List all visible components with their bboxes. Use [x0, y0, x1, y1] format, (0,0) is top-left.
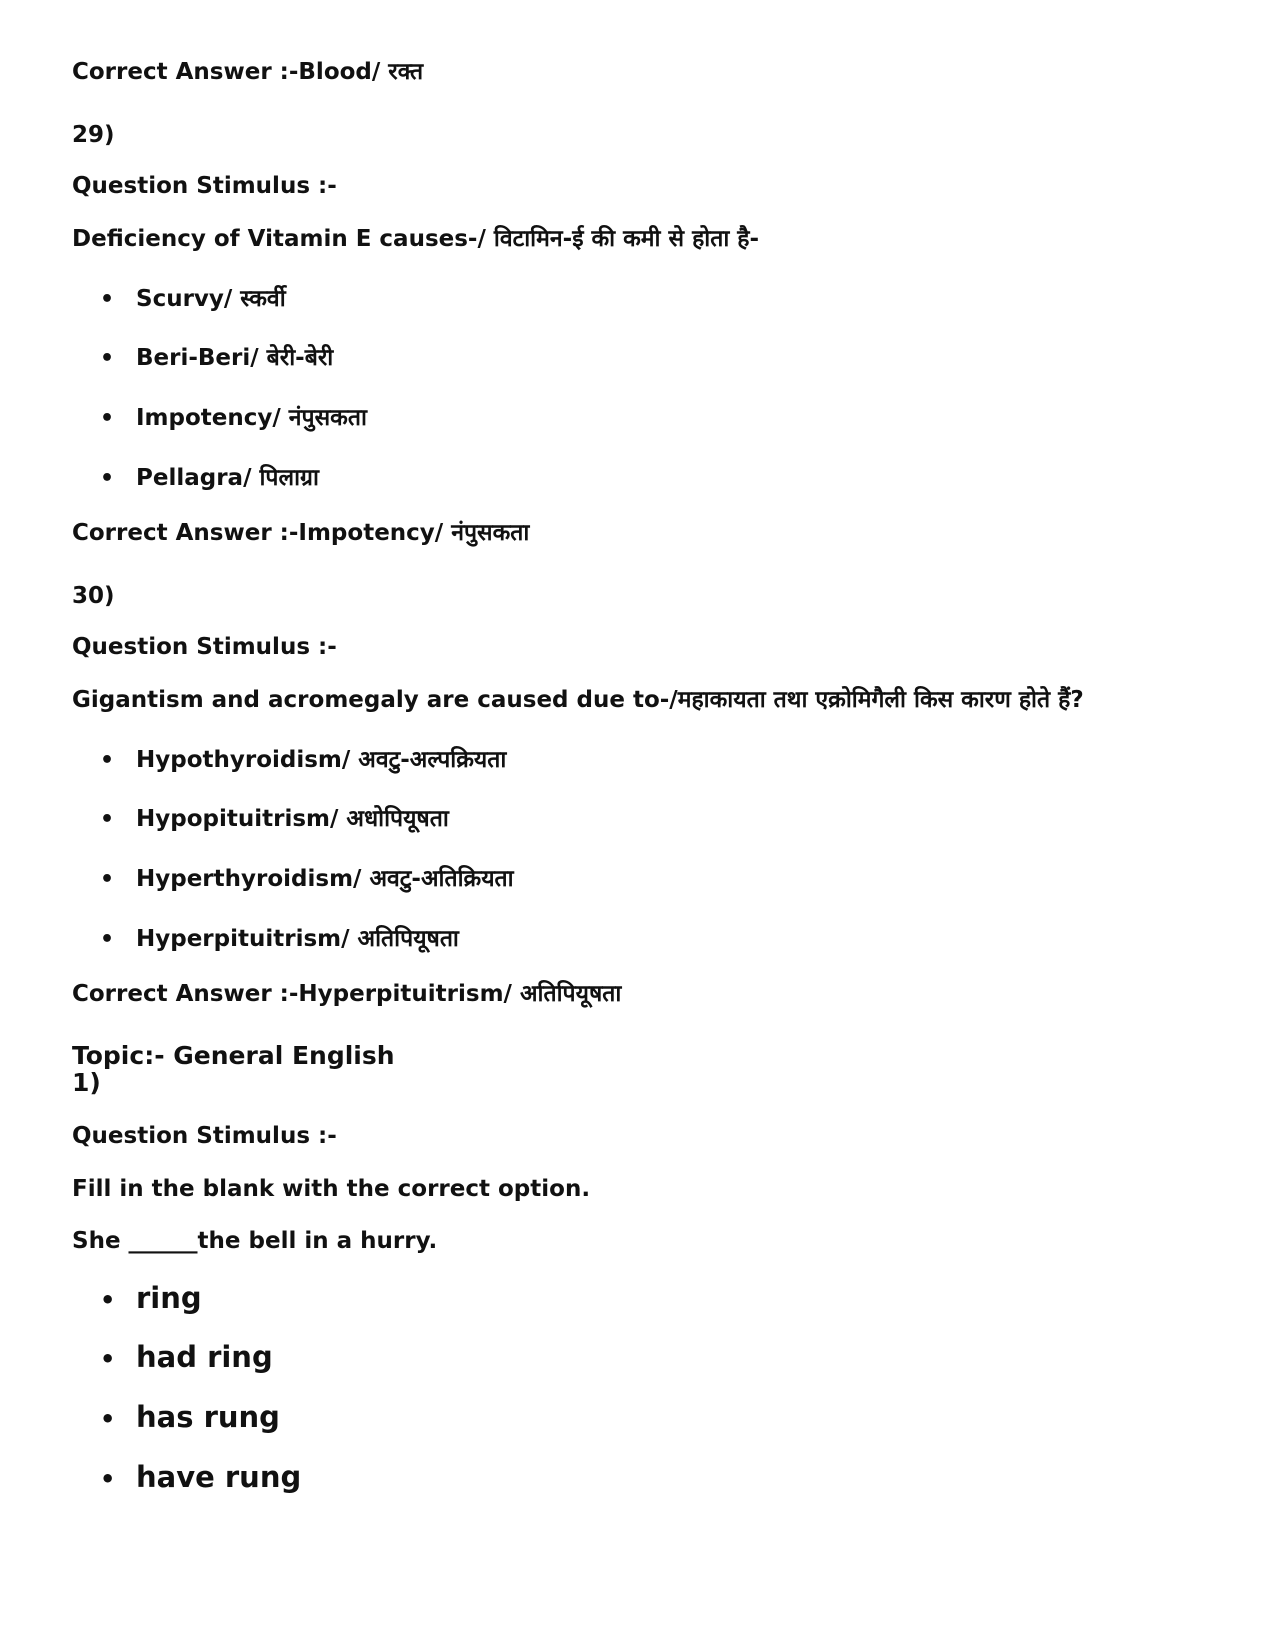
- question-stimulus-label-29: Question Stimulus :-: [72, 173, 337, 199]
- option-label: Hyperthyroidism/ अवटु-अतिक्रियता: [136, 866, 514, 892]
- option-label: Beri-Beri/ बेरी-बेरी: [136, 345, 334, 371]
- correct-answer-q29: Correct Answer :-Impotency/ नंपुसकता: [72, 520, 530, 546]
- question-number-29: 29): [72, 122, 115, 148]
- question-stimulus-label-30: Question Stimulus :-: [72, 634, 337, 660]
- option-q29-2: [100, 343, 333, 374]
- option-q29-4: [100, 463, 319, 494]
- bullet-icon: •: [100, 406, 115, 431]
- question-number-english-1: 1): [72, 1068, 101, 1097]
- option-label: Hyperpituitrism/ अतिपियूषता: [136, 926, 459, 952]
- bullet-icon: •: [100, 346, 115, 371]
- option-label: had ring: [136, 1340, 273, 1374]
- bullet-icon: •: [100, 1345, 116, 1373]
- option-label: ring: [136, 1281, 202, 1315]
- option-q29-3: [100, 403, 367, 434]
- option-english-1-4: [100, 1459, 301, 1497]
- correct-answer-q28: Correct Answer :-Blood/ रक्त: [72, 59, 424, 85]
- option-q30-4: [100, 924, 459, 955]
- bullet-icon: •: [100, 466, 115, 491]
- question-number-30: 30): [72, 583, 115, 609]
- bullet-icon: •: [100, 1286, 116, 1314]
- option-q30-1: [100, 745, 506, 776]
- topic-heading: Topic:- General English: [72, 1041, 395, 1070]
- question-sentence-english-1: She ______the bell in a hurry.: [72, 1228, 438, 1254]
- question-instruction-english-1: Fill in the blank with the correct option.: [72, 1176, 591, 1202]
- option-label: Impotency/ नंपुसकता: [136, 405, 367, 431]
- option-label: has rung: [136, 1400, 280, 1434]
- bullet-icon: •: [100, 1465, 116, 1493]
- option-q30-3: [100, 864, 514, 895]
- option-label: Pellagra/ पिलाग्रा: [136, 465, 319, 491]
- option-label: Hypopituitrism/ अधोपियूषता: [136, 806, 449, 832]
- bullet-icon: •: [100, 748, 115, 773]
- bullet-icon: •: [100, 867, 115, 892]
- option-q29-1: [100, 284, 286, 315]
- question-text-30: Gigantism and acromegaly are caused due to-/महाकायता तथा एक्रोमिगैली किस कारण होते हैं?: [72, 687, 1084, 713]
- bullet-icon: •: [100, 807, 115, 832]
- option-english-1-2: [100, 1339, 273, 1377]
- bullet-icon: •: [100, 927, 115, 952]
- correct-answer-q30: Correct Answer :-Hyperpituitrism/ अतिपियूषता: [72, 981, 622, 1007]
- option-english-1-1: [100, 1280, 202, 1318]
- option-english-1-3: [100, 1399, 280, 1437]
- option-label: Hypothyroidism/ अवटु-अल्पक्रियता: [136, 747, 507, 773]
- option-q30-2: [100, 804, 449, 835]
- option-label: Scurvy/ स्कर्वी: [136, 286, 286, 312]
- option-label: have rung: [136, 1460, 302, 1494]
- question-stimulus-label-english-1: Question Stimulus :-: [72, 1123, 337, 1149]
- bullet-icon: •: [100, 1405, 116, 1433]
- question-text-29: Deficiency of Vitamin E causes-/ विटामिन-ई की कमी से होता है-: [72, 226, 760, 252]
- bullet-icon: •: [100, 287, 115, 312]
